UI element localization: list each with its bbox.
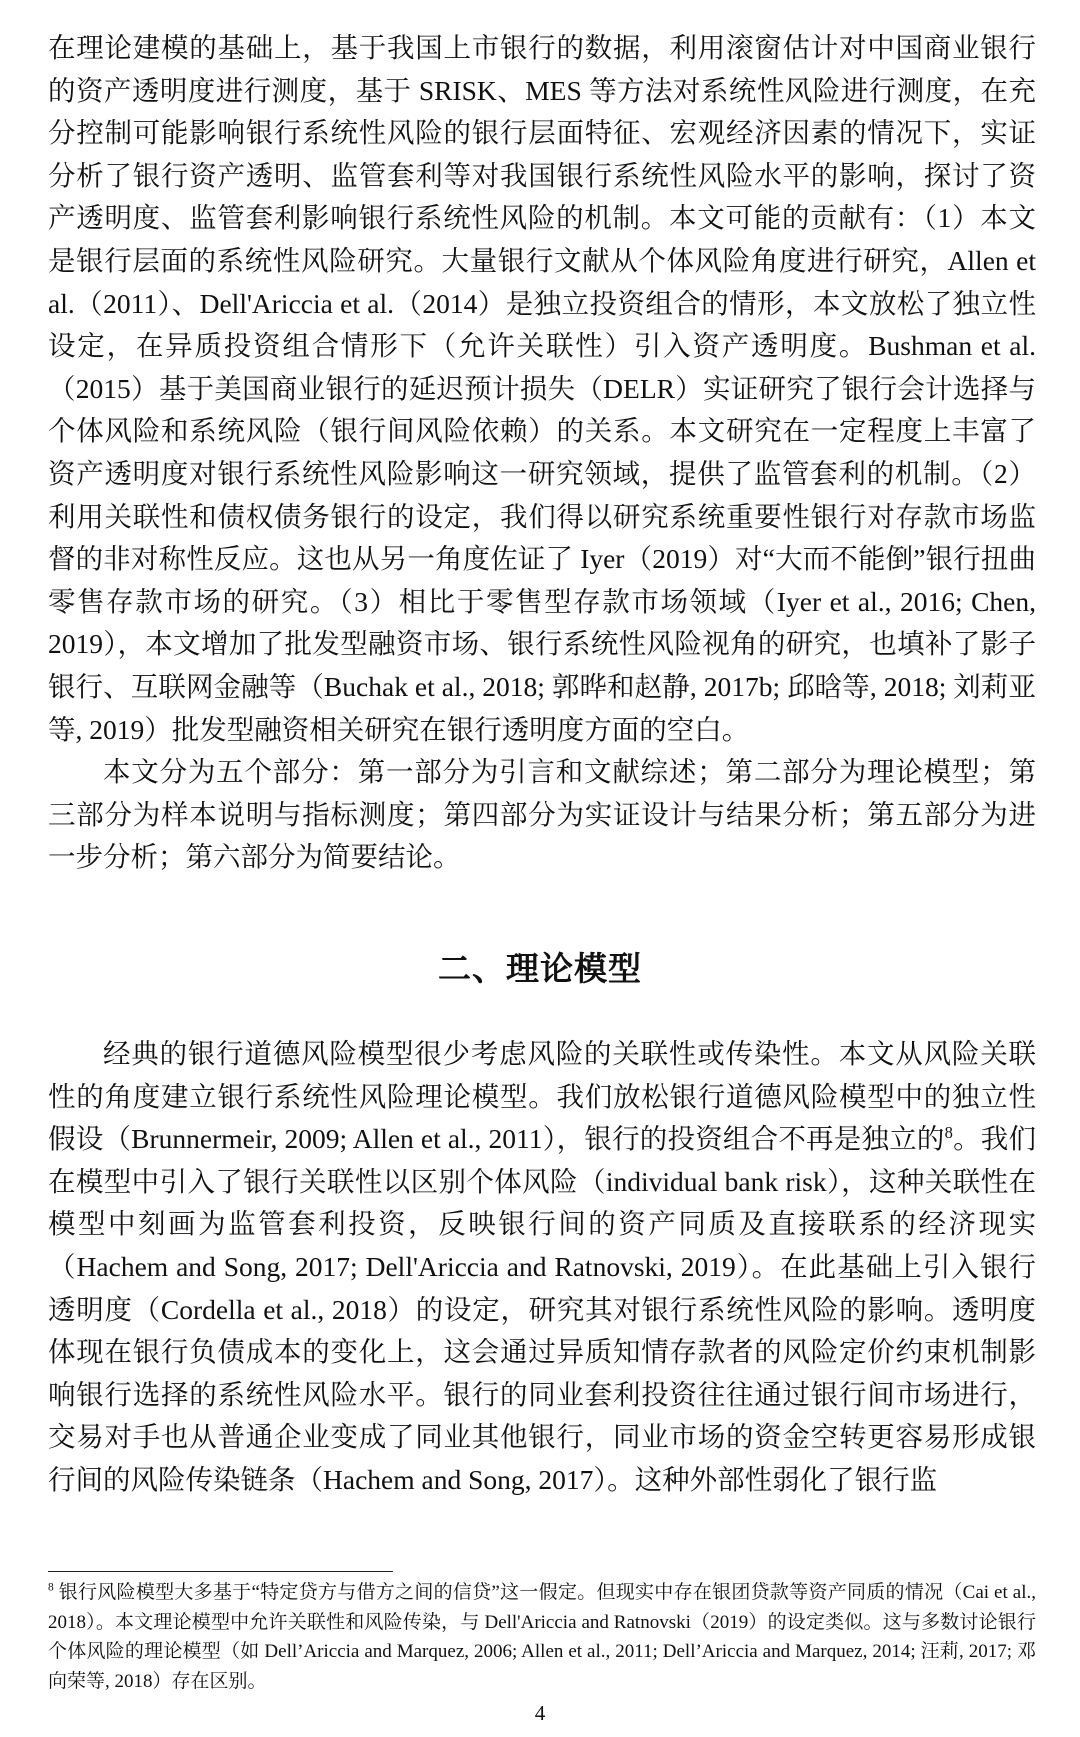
paragraph-theory-part1: 经典的银行道德风险模型很少考虑风险的关联性或传染性。本文从风险关联性的角度建立银行系统性风险理论模型。我们放松银行道德风险模型中的独立性假设（Brunnermeir, 2009; Allen et al., 2011），银行的投资组合不再是独立的 — [48, 1038, 1036, 1155]
paragraph-theory-part2: 。我们在模型中引入了银行关联性以区别个体风险（individual bank risk），这种关联性在模型中刻画为监管套利投资，反映银行间的资产同质及直接联系的经济现实（Hachem and Song, 2017; Dell'Ariccia and Ratnovski, 2019）。在此基础上引入银行透明度（Cordella et al., 2018）的设定，研究其对银行系统性风险的影响。透明度体现在银行负债成本的变化上，这会通过异质知情存款者的风险定价约束机制影响银行选择的系统性风险水平。银行的同业套利投资往往通过银行间市场进行，交易对手也从普通企业变成了同业其他银行，同业市场的资金空转更容易形成银行间的风险传染链条（Hachem and Song, 2017）。这种外部性弱化了银行监 — [48, 1123, 1037, 1495]
footnote — [48, 1578, 1036, 1696]
intro-section-text — [48, 27, 1036, 879]
paragraph-contributions: 在理论建模的基础上，基于我国上市银行的数据，利用滚窗估计对中国商业银行的资产透明度进行测度，基于 SRISK、MES 等方法对系统性风险进行测度，在充分控制可能影响银行系统性风险的银行层面特征、宏观经济因素的情况下，实证分析了银行资产透明、监管套利等对我国银行系统性风险水平的影响，探讨了资产透明度、监管套利影响银行系统性风险的机制。本文可能的贡献有：（1）本文是银行层面的系统性风险研究。大量银行文献从个体风险角度进行研究，Allen et al.（2011）、Dell'Ariccia et al.（2014）是独立投资组合的情形，本文放松了独立性设定，在异质投资组合情形下（允许关联性）引入资产透明度。Bushman et al.（2015）基于美国商业银行的延迟预计损失（DELR）实证研究了银行会计选择与个体风险和系统风险（银行间风险依赖）的关系。本文研究在一定程度上丰富了资产透明度对银行系统性风险影响这一研究领域，提供了监管套利的机制。（2）利用关联性和债权债务银行的设定，我们得以研究系统重要性银行对存款市场监督的非对称性反应。这也从另一角度佐证了 Iyer（2019）对“大而不能倒”银行扭曲零售存款市场的研究。（3）相比于零售型存款市场领域（Iyer et al., 2016; Chen, 2019），本文增加了批发型融资市场、银行系统性风险视角的研究，也填补了影子银行、互联网金融等（Buchak et al., 2018; 郭晔和赵静, 2017b; 邱晗等, 2018; 刘莉亚等, 2019）批发型融资相关研究在银行透明度方面的空白。 — [48, 32, 1036, 745]
theory-section-text — [48, 1033, 1036, 1502]
page-number: 4 — [534, 1701, 546, 1725]
footnote-text: 银行风险模型大多基于“特定贷方与借方之间的信贷”这一假定。但现实中存在银团贷款等资产同质的情况（Cai et al., 2018）。本文理论模型中允许关联性和风险传染，与 Dell'Ariccia and Ratnovski（2019）的设定类似。这与多数讨论银行个体风险的理论模型（如 Dell’Ariccia and Marquez, 2006; Allen et al., 2011; Dell’Ariccia and Marquez, 2014; 汪莉, 2017; 邓向荣等, 2018）存在区别。 — [48, 1582, 1036, 1692]
section-heading: 二、理论模型 — [438, 952, 642, 988]
footnote-number: 8 — [48, 1581, 54, 1594]
footnote-divider — [48, 1571, 393, 1572]
footnote-reference[interactable]: 8 — [944, 1123, 953, 1143]
paragraph-structure: 本文分为五个部分：第一部分为引言和文献综述；第二部分为理论模型；第三部分为样本说明与指标测度；第四部分为实证设计与结果分析；第五部分为进一步分析；第六部分为简要结论。 — [48, 756, 1036, 873]
paragraph-theory-model — [48, 1033, 1036, 1502]
